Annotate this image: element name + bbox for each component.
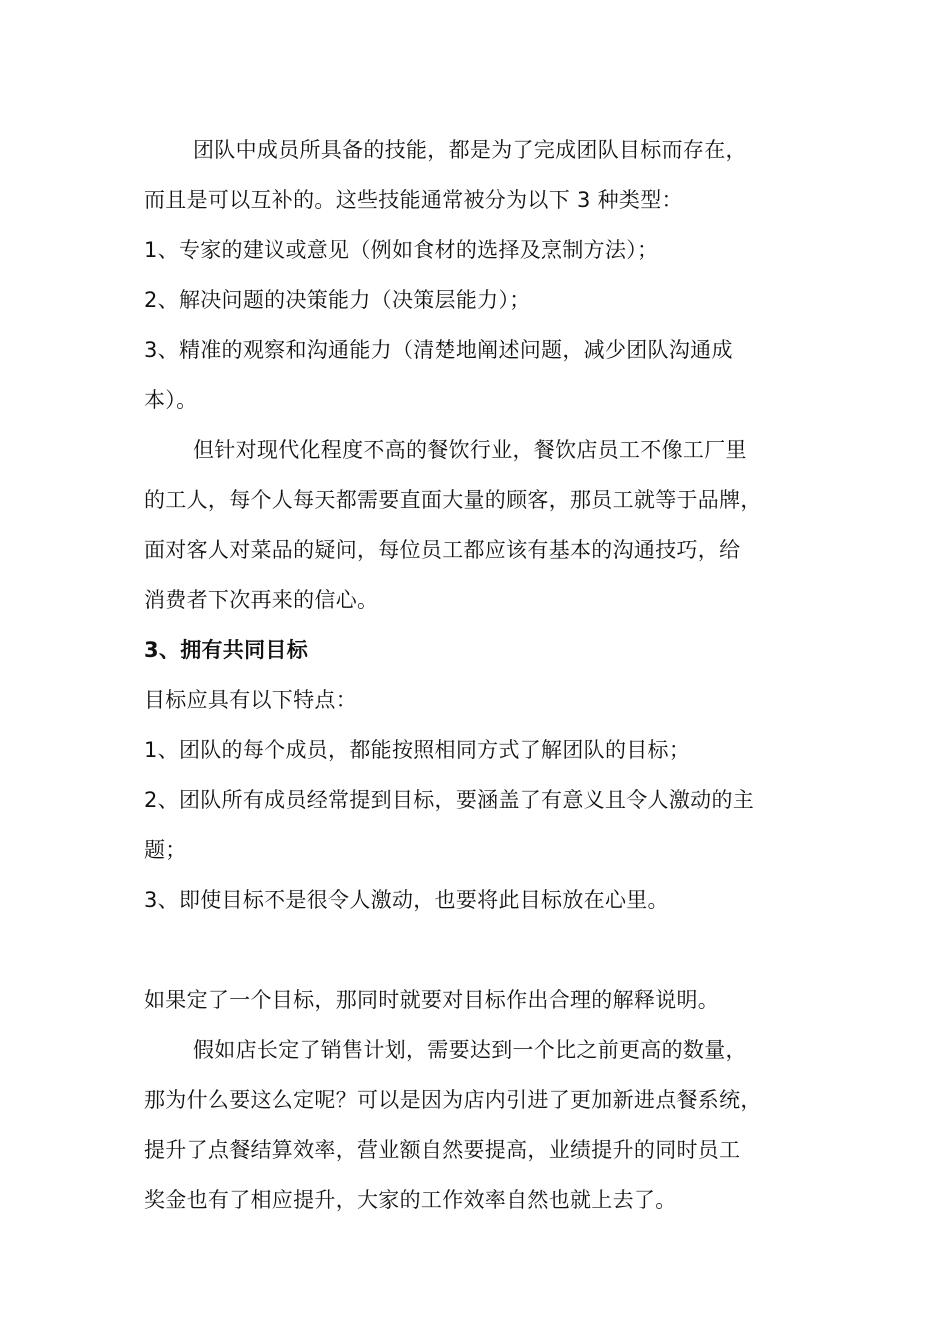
- paragraph-4-line-2: 那为什么要这么定呢？可以是因为店内引进了更加新进点餐系统，: [144, 1088, 762, 1112]
- skills-list-item-2: 2、解决问题的决策能力（决策层能力）；: [144, 288, 531, 312]
- goals-intro: 目标应具有以下特点：: [144, 688, 357, 712]
- section-heading: 3、拥有共同目标: [144, 638, 309, 662]
- skills-list-item-3-continued: 本）。: [144, 388, 198, 412]
- goals-list-item-1: 1、团队的每个成员，都能按照相同方式了解团队的目标；: [144, 738, 691, 762]
- skills-list-item-1: 1、专家的建议或意见（例如食材的选择及烹制方法）；: [144, 238, 659, 262]
- paragraph-4-line-1: 假如店长定了销售计划，需要达到一个比之前更高的数量，: [193, 1038, 747, 1062]
- skills-list-item-3: 3、精准的观察和沟通能力（清楚地阐述问题，减少团队沟通成: [144, 338, 733, 362]
- paragraph-4-line-4: 奖金也有了相应提升，大家的工作效率自然也就上去了。: [144, 1188, 677, 1212]
- paragraph-2-line-3: 面对客人对菜品的疑问，每位员工都应该有基本的沟通技巧，给: [144, 538, 741, 562]
- paragraph-2-line-2: 的工人，每个人每天都需要直面大量的顾客，那员工就等于品牌，: [144, 488, 762, 512]
- goals-list-item-2: 2、团队所有成员经常提到目标，要涵盖了有意义且令人激动的主: [144, 788, 755, 812]
- paragraph-1-line-1: 团队中成员所具备的技能，都是为了完成团队目标而存在，: [193, 138, 747, 162]
- goals-list-item-2-continued: 题；: [144, 838, 187, 862]
- paragraph-4-line-3: 提升了点餐结算效率，营业额自然要提高，业绩提升的同时员工: [144, 1138, 741, 1162]
- goals-list-item-3: 3、即使目标不是很令人激动，也要将此目标放在心里。: [144, 888, 669, 912]
- paragraph-3: 如果定了一个目标，那同时就要对目标作出合理的解释说明。: [144, 988, 720, 1012]
- paragraph-1-line-2: 而且是可以互补的。这些技能通常被分为以下 3 种类型：: [144, 188, 683, 212]
- paragraph-2-line-4: 消费者下次再来的信心。: [144, 588, 379, 612]
- paragraph-2-line-1: 但针对现代化程度不高的餐饮行业，餐饮店员工不像工厂里: [193, 438, 747, 462]
